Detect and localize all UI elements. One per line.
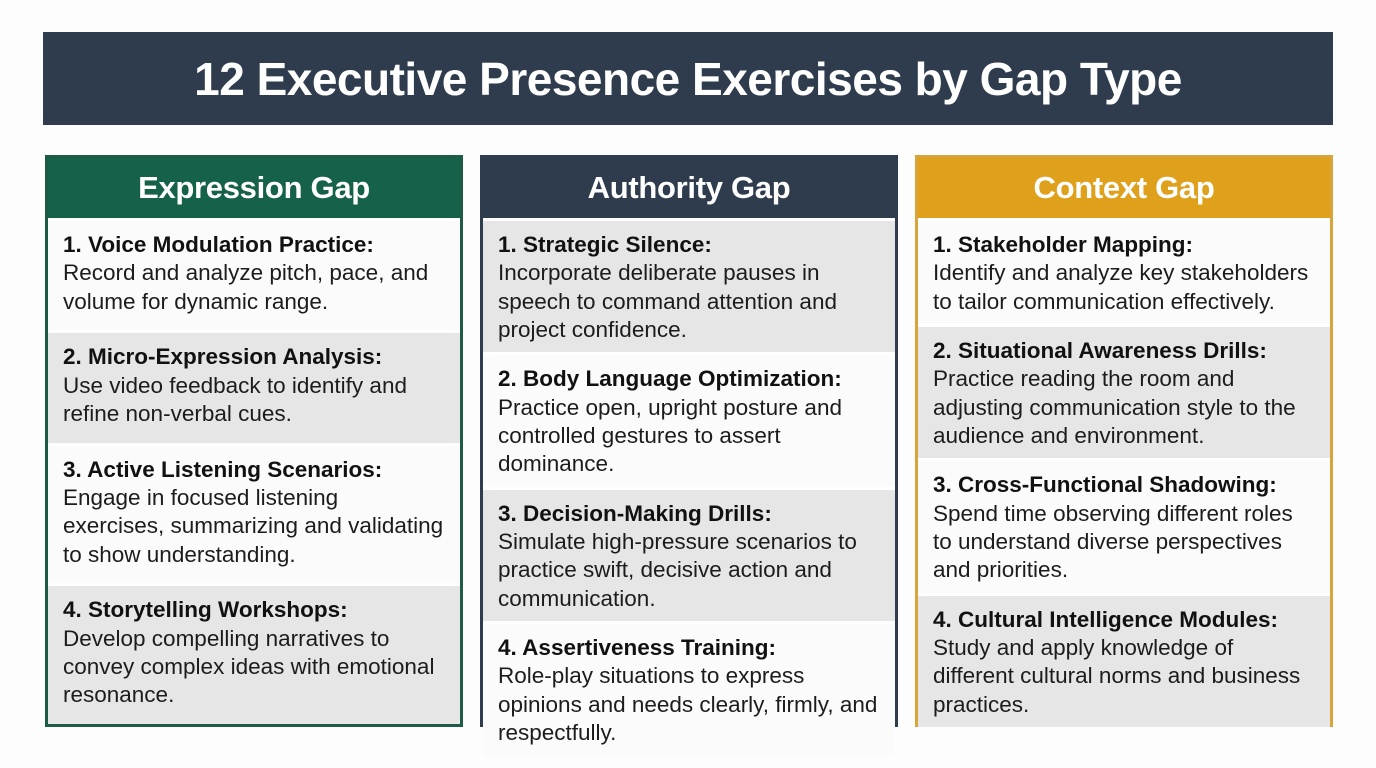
exercise-item-description: Spend time observing different roles to understand diverse perspectives and priorities. <box>933 500 1293 583</box>
exercise-item-title: 4. Storytelling Workshops: <box>63 597 348 623</box>
exercise-item <box>918 221 1330 324</box>
expression-gap-header <box>48 158 460 218</box>
exercise-item <box>918 596 1330 727</box>
exercise-item-description: Simulate high-pressure scenarios to practice swift, decisive action and communication. <box>498 529 857 611</box>
exercise-item-description: Incorporate deliberate pauses in speech to command attention and project confidence. <box>498 260 837 343</box>
exercise-item-title: 1. Stakeholder Mapping: <box>933 232 1194 257</box>
gap-columns <box>45 155 1333 746</box>
exercise-item-description: Study and apply knowledge of different cultural norms and business practices. <box>933 635 1301 717</box>
page-title-banner <box>43 32 1333 125</box>
exercise-item-title: 3. Cross-Functional Shadowing: <box>933 472 1277 498</box>
exercise-item-description: Role-play situations to express opinions and needs clearly, firmly, and respectfully. <box>498 663 878 746</box>
exercise-item-description: Identify and analyze key stakeholders to tailor communication effectively. <box>933 260 1309 314</box>
exercise-item <box>918 461 1330 592</box>
context-gap-items <box>918 218 1330 727</box>
exercise-item <box>48 221 460 330</box>
exercise-item <box>483 221 895 352</box>
exercise-item-title: 3. Decision-Making Drills: <box>498 500 772 526</box>
context-gap-title: Context Gap <box>1033 170 1215 205</box>
authority-gap-title: Authority Gap <box>587 170 791 205</box>
column-context-gap <box>915 155 1333 727</box>
exercise-item <box>483 624 895 755</box>
exercise-item-title: 1. Voice Modulation Practice: <box>63 232 374 257</box>
exercise-item-title: 2. Micro-Expression Analysis: <box>63 344 383 370</box>
exercise-item-description: Practice reading the room and adjusting communication style to the audience and environment. <box>933 366 1296 449</box>
column-expression-gap <box>45 155 463 727</box>
exercise-item <box>483 490 895 621</box>
expression-gap-items <box>48 218 460 724</box>
exercise-item <box>48 446 460 584</box>
exercise-item-title: 1. Strategic Silence: <box>498 232 712 257</box>
exercise-item-description: Develop compelling narratives to convey complex ideas with emotional resonance. <box>63 625 435 708</box>
exercise-item <box>48 586 460 724</box>
exercise-item-description: Engage in focused listening exercises, summarizing and validating to show understanding. <box>63 485 444 567</box>
exercise-item-title: 2. Situational Awareness Drills: <box>933 338 1267 364</box>
exercise-item-description: Use video feedback to identify and refine non-verbal cues. <box>63 372 407 427</box>
authority-gap-header <box>483 158 895 218</box>
exercise-item-title: 3. Active Listening Scenarios: <box>63 456 383 482</box>
exercise-item <box>918 327 1330 458</box>
exercise-item <box>483 355 895 486</box>
authority-gap-items <box>483 218 895 756</box>
exercise-item <box>48 333 460 442</box>
exercise-item-description: Practice open, upright posture and controlled gestures to assert dominance. <box>498 394 842 477</box>
exercise-item-title: 2. Body Language Optimization: <box>498 366 842 392</box>
exercise-item-title: 4. Assertiveness Training: <box>498 635 777 661</box>
context-gap-header <box>918 158 1330 218</box>
page-title: 12 Executive Presence Exercises by Gap Type <box>194 52 1182 105</box>
exercise-item-title: 4. Cultural Intelligence Modules: <box>933 606 1279 632</box>
expression-gap-title: Expression Gap <box>138 170 370 205</box>
column-authority-gap <box>480 155 898 746</box>
exercise-item-description: Record and analyze pitch, pace, and volume for dynamic range. <box>63 260 429 314</box>
